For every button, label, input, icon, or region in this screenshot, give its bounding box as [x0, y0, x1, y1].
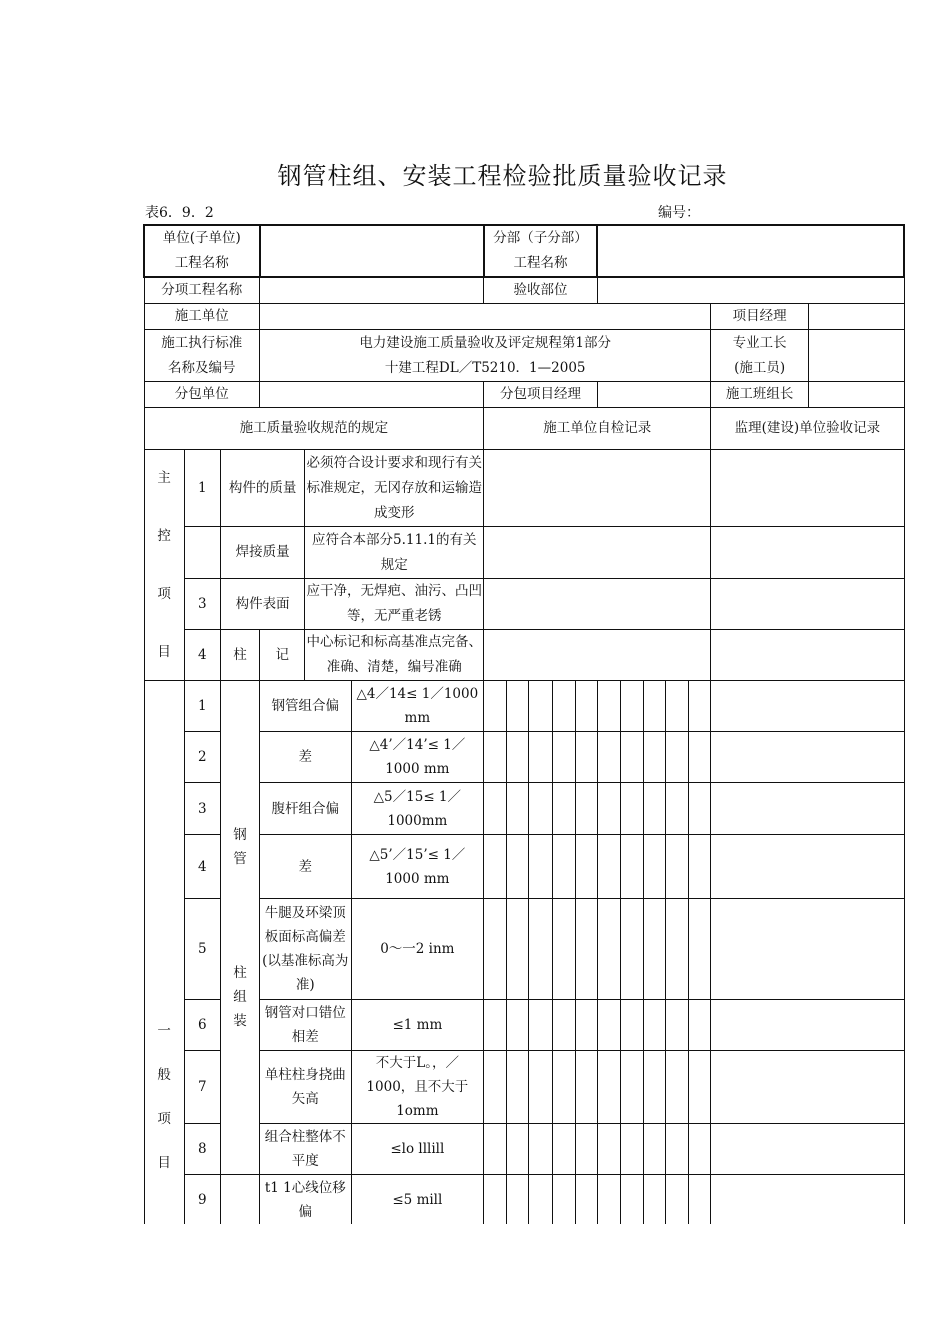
measure-cell[interactable]	[529, 681, 552, 732]
spec-column-header: 施工质量验收规范的规定	[144, 408, 484, 450]
measure-cell[interactable]	[507, 899, 529, 1000]
measure-cell[interactable]	[620, 681, 643, 732]
measure-cell[interactable]	[620, 1000, 643, 1051]
general-item-name: t1 1心线位移偏	[260, 1175, 351, 1225]
general-item-name: 腹杆组合偏	[260, 783, 351, 835]
measure-cell[interactable]	[529, 1175, 552, 1225]
sub-part-label	[484, 225, 598, 277]
main-control-char: 目	[157, 644, 171, 660]
measure-cell[interactable]	[689, 732, 711, 783]
measure-cell[interactable]	[575, 835, 597, 899]
general-char: 一	[157, 1023, 171, 1039]
general-item-supervisor[interactable]	[711, 732, 904, 783]
main-control-char: 项	[157, 586, 171, 602]
measure-cell[interactable]	[597, 899, 620, 1000]
measure-cell[interactable]	[666, 681, 689, 732]
serial-number-label: 编号：	[658, 205, 700, 221]
standard-label	[144, 330, 260, 382]
measure-cell[interactable]	[689, 783, 711, 835]
self-check-column-header: 施工单位自检记录	[484, 408, 711, 450]
measure-cell[interactable]	[507, 1051, 529, 1124]
standard-label-line1: 施工执行标准	[161, 334, 243, 351]
foreman-label	[711, 330, 808, 382]
measure-cell[interactable]	[644, 681, 666, 732]
measure-cell[interactable]	[529, 1000, 552, 1051]
team-leader-label: 施工班组长	[711, 382, 808, 408]
measure-cell[interactable]	[597, 1124, 620, 1175]
measure-cell[interactable]	[529, 1051, 552, 1124]
measure-cell[interactable]	[507, 1124, 529, 1175]
general-item-tolerance: 0～一2 inm	[351, 899, 484, 1000]
accept-part-value[interactable]	[597, 277, 904, 304]
measure-cell[interactable]	[597, 1175, 620, 1225]
constructor-label: 施工单位	[144, 304, 260, 330]
general-item-supervisor[interactable]	[711, 899, 904, 1000]
measure-cell[interactable]	[597, 681, 620, 732]
main-item-requirement: 应干净，无焊疤、油污、凸凹等，无严重老锈	[305, 579, 484, 630]
general-item-supervisor[interactable]	[711, 783, 904, 835]
inspection-record-sheet	[143, 224, 905, 1224]
group-char: 装	[233, 1012, 247, 1029]
measure-cell[interactable]	[575, 899, 597, 1000]
general-item-no: 6	[184, 1000, 220, 1051]
unit-name-label-line2: 工程名称	[174, 255, 229, 271]
general-label	[144, 681, 184, 1225]
unit-name-label-line1: 单位(子单位)	[162, 230, 241, 246]
general-item-no: 7	[184, 1051, 220, 1124]
measure-cell[interactable]	[484, 1051, 507, 1124]
main-item-name: 构件表面	[220, 579, 304, 630]
measure-cell[interactable]	[620, 1051, 643, 1124]
main-item-supervisor[interactable]	[711, 450, 904, 527]
general-item-no: 9	[184, 1175, 220, 1225]
measure-cell[interactable]	[575, 783, 597, 835]
measure-cell[interactable]	[484, 1175, 507, 1225]
standard-value-line2: 十建工程DL／T5210．1—2005	[384, 359, 586, 376]
main-item-requirement: 必须符合设计要求和现行有关标准规定，无冈存放和运输造成变形	[305, 450, 484, 527]
measure-cell[interactable]	[666, 835, 689, 899]
measure-cell[interactable]	[689, 1051, 711, 1124]
general-item-supervisor[interactable]	[711, 1124, 904, 1175]
table-number: 表6．9．2	[145, 205, 214, 221]
foreman-value[interactable]	[808, 330, 904, 382]
general-item-name: 钢管对口错位相差	[260, 1000, 351, 1051]
general-item-supervisor[interactable]	[711, 1175, 904, 1225]
general-item-tolerance: ≤1 mm	[351, 1000, 484, 1051]
main-control-char: 控	[157, 528, 171, 544]
inspection-record-table	[143, 224, 905, 1224]
foreman-label-line2: (施工员)	[734, 359, 786, 376]
measure-cell[interactable]	[575, 681, 597, 732]
measure-cell[interactable]	[507, 835, 529, 899]
document-title: 钢管柱组、安装工程检验批质量验收记录	[277, 162, 728, 190]
general-item-supervisor[interactable]	[711, 681, 904, 732]
main-item-requirement: 中心标记和标高基准点完备、准确、清楚，编号准确	[305, 630, 484, 681]
main-item-no	[184, 527, 220, 579]
measure-cell[interactable]	[552, 899, 575, 1000]
measure-cell[interactable]	[597, 1000, 620, 1051]
general-item-supervisor[interactable]	[711, 835, 904, 899]
main-item-name: 构件的质量	[220, 450, 304, 527]
measure-cell[interactable]	[507, 1000, 529, 1051]
measure-cell[interactable]	[689, 899, 711, 1000]
measure-cell[interactable]	[529, 783, 552, 835]
measure-cell[interactable]	[597, 835, 620, 899]
measure-cell[interactable]	[666, 1175, 689, 1225]
main-item-no: 1	[184, 450, 220, 527]
measure-cell[interactable]	[597, 732, 620, 783]
general-item-tolerance: △4／14≤ 1／1000 mm	[351, 681, 484, 732]
general-item-no: 3	[184, 783, 220, 835]
main-item-name-b: 记	[260, 630, 305, 681]
project-manager-value[interactable]	[808, 304, 904, 330]
measure-cell[interactable]	[575, 1124, 597, 1175]
measure-cell[interactable]	[597, 1051, 620, 1124]
measure-cell[interactable]	[575, 1051, 597, 1124]
foreman-label-line1: 专业工长	[732, 334, 787, 351]
measure-cell[interactable]	[689, 1000, 711, 1051]
measure-cell[interactable]	[644, 899, 666, 1000]
supervisor-column-header: 监理(建设)单位验收记录	[711, 408, 904, 450]
measure-cell[interactable]	[507, 681, 529, 732]
measure-cell[interactable]	[644, 732, 666, 783]
standard-value	[260, 330, 711, 382]
group-char: 管	[233, 850, 247, 867]
standard-label-line2: 名称及编号	[168, 359, 236, 376]
general-item-tolerance: ≤5 mill	[351, 1175, 484, 1225]
measure-cell[interactable]	[620, 835, 643, 899]
measure-cell[interactable]	[666, 783, 689, 835]
measure-cell[interactable]	[552, 732, 575, 783]
measure-cell[interactable]	[597, 783, 620, 835]
measure-cell[interactable]	[666, 1124, 689, 1175]
measure-cell[interactable]	[620, 732, 643, 783]
group-char: 钢	[233, 826, 247, 843]
measure-cell[interactable]	[575, 732, 597, 783]
measure-cell[interactable]	[484, 681, 507, 732]
measure-cell[interactable]	[484, 1124, 507, 1175]
measure-cell[interactable]	[484, 899, 507, 1000]
measure-cell[interactable]	[552, 835, 575, 899]
general-char: 般	[157, 1067, 171, 1083]
standard-value-line1: 电力建设施工质量验收及评定规程第1部分	[359, 334, 611, 351]
general-item-tolerance: △5／15≤ 1／1000mm	[351, 783, 484, 835]
main-control-char: 主	[157, 470, 171, 486]
general-item-no: 5	[184, 899, 220, 1000]
measure-cell[interactable]	[552, 1124, 575, 1175]
general-item-tolerance: △5’／15’≤ 1／1000 mm	[351, 835, 484, 899]
main-item-requirement: 应符合本部分5.11.1的有关规定	[305, 527, 484, 579]
general-item-name: 差	[260, 835, 351, 899]
measure-cell[interactable]	[689, 835, 711, 899]
sub-part-label-line1: 分部（子分部）	[493, 230, 588, 246]
main-item-supervisor[interactable]	[711, 527, 904, 579]
group-label	[220, 681, 259, 1175]
main-item-name-a: 柱	[220, 630, 259, 681]
measure-cell[interactable]	[575, 1000, 597, 1051]
group-blank	[220, 1175, 259, 1225]
subcontractor-value[interactable]	[260, 382, 484, 408]
group-char: 组	[233, 988, 247, 1005]
sub-pm-label: 分包项目经理	[484, 382, 598, 408]
measure-cell[interactable]	[484, 1000, 507, 1051]
sub-part-value[interactable]	[597, 225, 904, 277]
project-manager-label: 项目经理	[711, 304, 808, 330]
general-item-name: 差	[260, 732, 351, 783]
measure-cell[interactable]	[484, 732, 507, 783]
measure-cell[interactable]	[644, 783, 666, 835]
group-char: 柱	[233, 964, 247, 981]
measure-cell[interactable]	[644, 1000, 666, 1051]
measure-cell[interactable]	[689, 1175, 711, 1225]
general-item-tolerance: ≤lo lllill	[351, 1124, 484, 1175]
measure-cell[interactable]	[689, 681, 711, 732]
main-item-supervisor[interactable]	[711, 579, 904, 630]
general-item-name: 钢管组合偏	[260, 681, 351, 732]
general-item-tolerance: △4’／14’≤ 1／1000 mm	[351, 732, 484, 783]
measure-cell[interactable]	[575, 1175, 597, 1225]
general-char: 项	[157, 1111, 171, 1127]
constructor-value[interactable]	[260, 304, 711, 330]
main-item-no: 3	[184, 579, 220, 630]
general-item-name: 单柱柱身挠曲矢高	[260, 1051, 351, 1124]
measure-cell[interactable]	[644, 1051, 666, 1124]
measure-cell[interactable]	[666, 899, 689, 1000]
item-name-label: 分项工程名称	[144, 277, 260, 304]
general-item-supervisor[interactable]	[711, 1000, 904, 1051]
measure-cell[interactable]	[689, 1124, 711, 1175]
general-item-name: 组合柱整体不平度	[260, 1124, 351, 1175]
general-item-no: 1	[184, 681, 220, 732]
main-item-self-check[interactable]	[484, 630, 711, 681]
general-item-no: 2	[184, 732, 220, 783]
sub-part-label-line2: 工程名称	[513, 255, 568, 271]
measure-cell[interactable]	[552, 1000, 575, 1051]
general-item-no: 4	[184, 835, 220, 899]
measure-cell[interactable]	[644, 835, 666, 899]
measure-cell[interactable]	[620, 783, 643, 835]
main-item-self-check[interactable]	[484, 527, 711, 579]
sub-pm-value[interactable]	[597, 382, 711, 408]
accept-part-label: 验收部位	[484, 277, 598, 304]
general-char: 目	[157, 1155, 171, 1171]
main-item-supervisor[interactable]	[711, 630, 904, 681]
measure-cell[interactable]	[666, 732, 689, 783]
measure-cell[interactable]	[552, 1051, 575, 1124]
measure-cell[interactable]	[644, 1175, 666, 1225]
item-name-value[interactable]	[260, 277, 484, 304]
measure-cell[interactable]	[507, 1175, 529, 1225]
measure-cell[interactable]	[529, 899, 552, 1000]
measure-cell[interactable]	[529, 732, 552, 783]
measure-cell[interactable]	[529, 835, 552, 899]
main-item-no: 4	[184, 630, 220, 681]
main-item-name: 焊接质量	[220, 527, 304, 579]
measure-cell[interactable]	[666, 1000, 689, 1051]
measure-cell[interactable]	[507, 732, 529, 783]
subcontractor-label: 分包单位	[144, 382, 260, 408]
unit-name-label	[144, 225, 260, 277]
measure-cell[interactable]	[507, 783, 529, 835]
measure-cell[interactable]	[529, 1124, 552, 1175]
measure-cell[interactable]	[620, 899, 643, 1000]
measure-cell[interactable]	[484, 783, 507, 835]
main-item-self-check[interactable]	[484, 579, 711, 630]
general-item-tolerance: 不大于L。，／1000，且不大于1omm	[351, 1051, 484, 1124]
measure-cell[interactable]	[552, 1175, 575, 1225]
measure-cell[interactable]	[620, 1175, 643, 1225]
measure-cell[interactable]	[620, 1124, 643, 1175]
general-item-name: 牛腿及环梁顶板面标高偏差(以基准标高为准)	[260, 899, 351, 1000]
measure-cell[interactable]	[666, 1051, 689, 1124]
team-leader-value[interactable]	[808, 382, 904, 408]
main-control-label	[144, 450, 184, 681]
measure-cell[interactable]	[484, 835, 507, 899]
general-item-no: 8	[184, 1124, 220, 1175]
measure-cell[interactable]	[644, 1124, 666, 1175]
measure-cell[interactable]	[552, 681, 575, 732]
unit-name-value[interactable]	[260, 225, 484, 277]
general-item-supervisor[interactable]	[711, 1051, 904, 1124]
main-item-self-check[interactable]	[484, 450, 711, 527]
measure-cell[interactable]	[552, 783, 575, 835]
